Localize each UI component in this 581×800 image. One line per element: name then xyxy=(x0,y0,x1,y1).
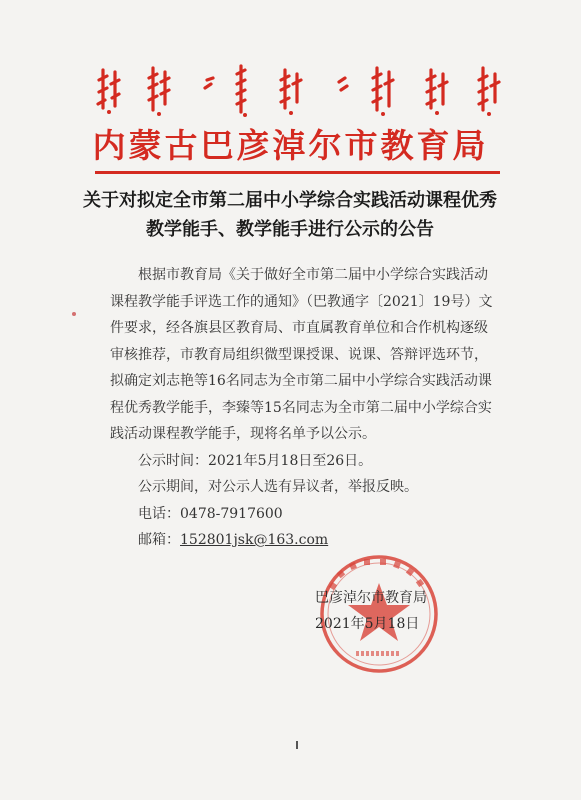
phone-line xyxy=(110,501,500,528)
document-title-line-2: 教学能手、教学能手进行公示的公告 xyxy=(146,219,434,240)
document-title-line-1: 关于对拟定全市第二届中小学综合实践活动课程优秀 xyxy=(83,190,497,211)
mongolian-script-header xyxy=(95,58,505,120)
header-divider xyxy=(95,171,500,174)
email-link[interactable]: 152801jsk@163.com xyxy=(180,532,329,548)
email-label: 邮箱： xyxy=(138,532,180,548)
page-number-mark xyxy=(296,741,298,749)
notice-period: 公示时间：2021年5月18日至26日。 xyxy=(138,452,373,469)
email-line xyxy=(110,527,500,554)
agency-title: 内蒙古巴彦淖尔市教育局 xyxy=(92,126,489,165)
phone-number: 0478-7917600 xyxy=(180,505,283,522)
document-body xyxy=(110,262,500,554)
objection-note: 公示期间，对公示人选有异议者，举报反映。 xyxy=(138,479,418,495)
main-paragraph: 根据市教育局《关于做好全市第二届中小学综合实践活动课程教学能手评选工作的通知》（巴教通字〔2021〕19号）文件要求，经各旗县区教育局、市直属教育单位和合作机构逐级审核推荐，市教育局组织微型课授课、说课、答辩评选环节，拟确定刘志艳等16名同志为全市第二届中小学综合实践活动课程优秀教学能手，李臻等15名同志为全市第二届中小学综合实践活动课程教学能手，现将名单予以公示。 xyxy=(110,267,493,442)
phone-label: 电话： xyxy=(138,505,180,522)
signature-date: 2021年5月18日 xyxy=(315,616,420,632)
mongolian-script-logo xyxy=(95,58,505,120)
signature-org: 巴彦淖尔市教育局 xyxy=(315,590,427,606)
ink-mark xyxy=(72,312,76,316)
signature-block xyxy=(315,585,515,637)
document-title xyxy=(80,186,500,244)
